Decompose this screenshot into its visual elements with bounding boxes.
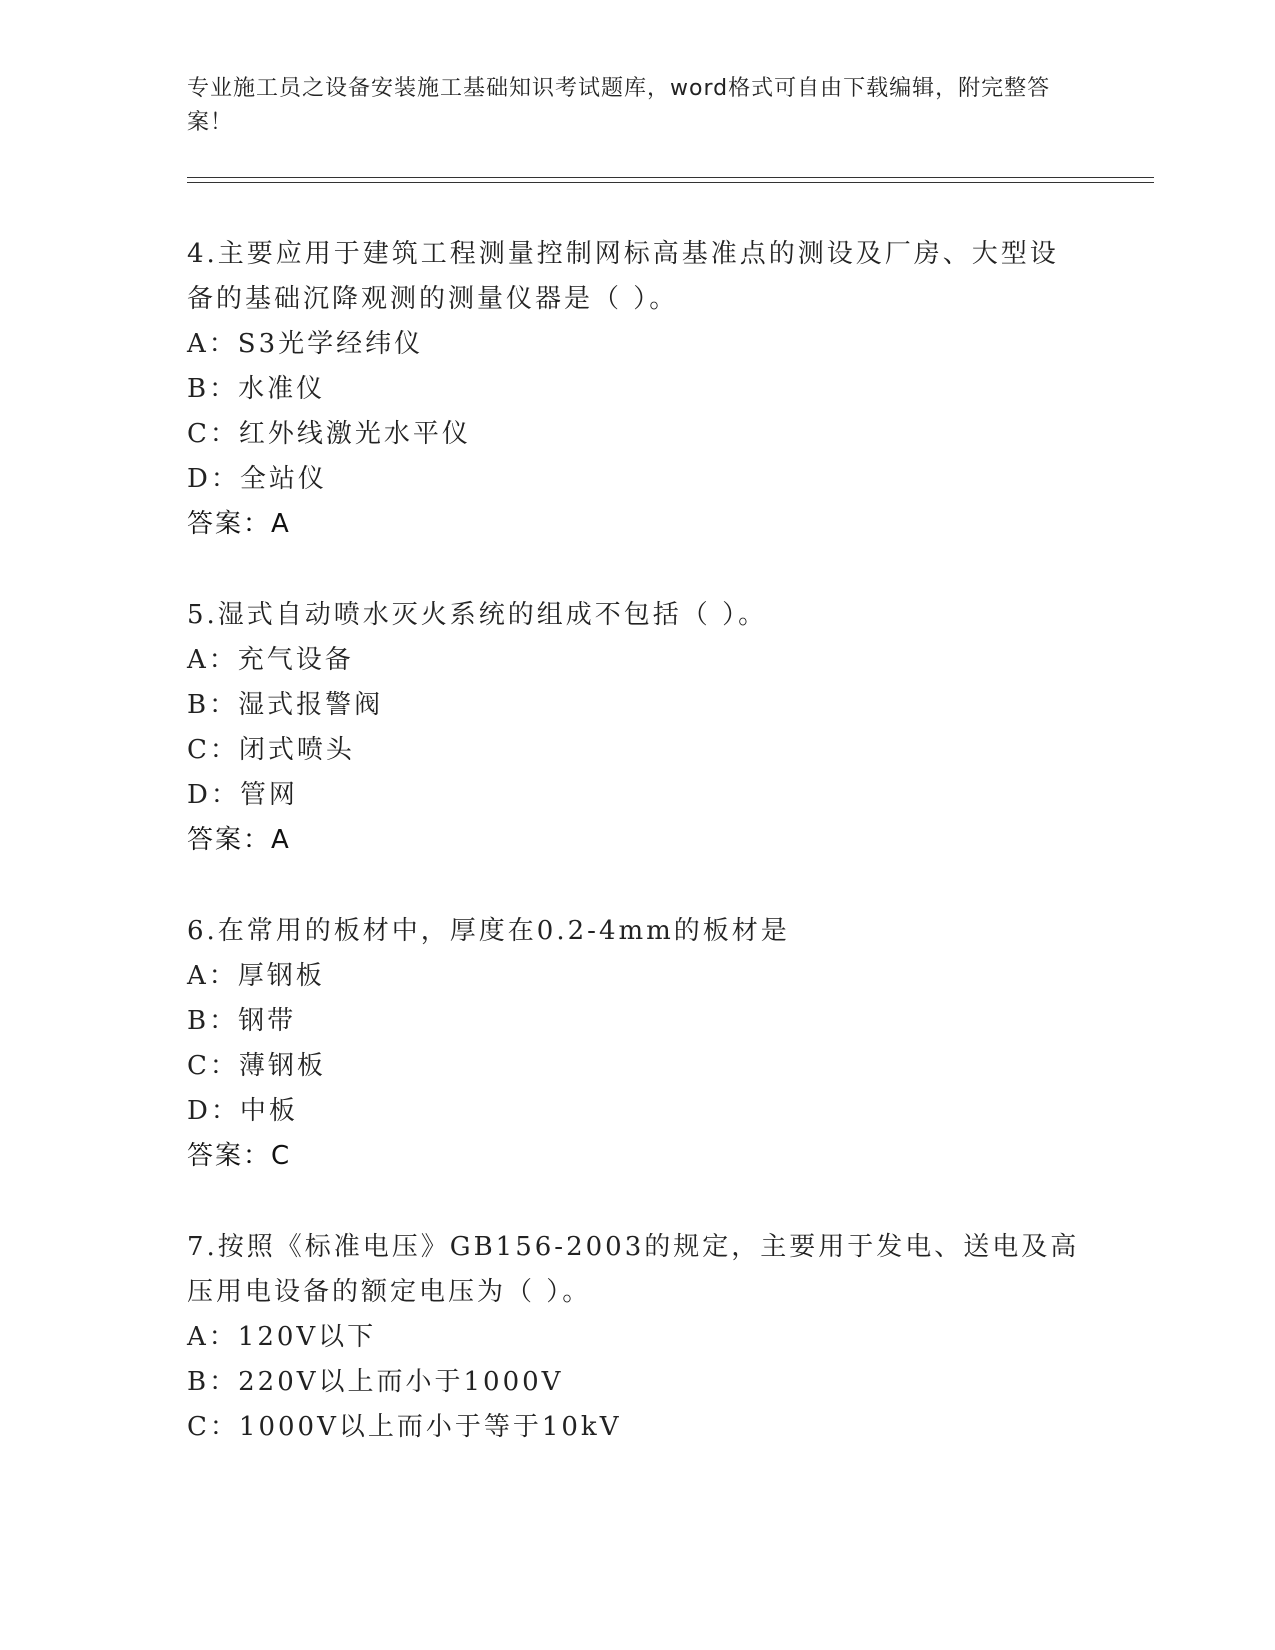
option-d — [187, 457, 1087, 502]
option-key: C： — [187, 735, 239, 765]
option-key: B： — [187, 1006, 239, 1036]
option-b — [187, 999, 1087, 1044]
option-key: D： — [187, 780, 240, 810]
header-divider-top — [187, 177, 1154, 178]
option-text: 全站仪 — [239, 464, 327, 494]
option-key: A： — [187, 1322, 238, 1352]
option-key: C： — [187, 419, 239, 449]
option-text: 红外线激光水平仪 — [238, 419, 471, 449]
option-a — [187, 954, 1087, 999]
option-b — [187, 367, 1087, 412]
option-key: D： — [187, 464, 240, 494]
header-divider-bottom — [187, 182, 1154, 183]
option-a — [187, 1315, 1087, 1360]
option-text: 120V以下 — [237, 1322, 377, 1352]
question-stem: 6.在常用的板材中，厚度在0.2-4mm的板材是 — [187, 916, 790, 946]
option-key: C： — [187, 1051, 239, 1081]
answer-line: 答案：A — [187, 509, 291, 539]
question-list — [187, 232, 1087, 1496]
option-text: 湿式报警阀 — [238, 690, 384, 720]
option-key: D： — [187, 1096, 240, 1126]
answer-line: 答案：A — [187, 825, 291, 855]
option-a — [187, 322, 1087, 367]
option-text: 管网 — [239, 780, 298, 810]
option-text: 中板 — [239, 1096, 298, 1126]
option-text: 厚钢板 — [237, 961, 325, 991]
option-d — [187, 773, 1087, 818]
option-text: 1000V以上而小于等于10kV — [238, 1412, 622, 1442]
option-text: 钢带 — [238, 1006, 297, 1036]
question-item — [187, 593, 1087, 863]
question-stem: 5.湿式自动喷水灭火系统的组成不包括（ ）。 — [187, 600, 768, 630]
option-b — [187, 683, 1087, 728]
option-text: 水准仪 — [238, 374, 326, 404]
question-stem: 7.按照《标准电压》GB156-2003的规定，主要用于发电、送电及高压用电设备的额定电压为（ ）。 — [187, 1232, 1080, 1307]
option-text: S3光学经纬仪 — [237, 329, 424, 359]
question-item — [187, 232, 1087, 547]
question-stem: 4.主要应用于建筑工程测量控制网标高基准点的测设及厂房、大型设备的基础沉降观测的测量仪器是（ ）。 — [187, 239, 1059, 314]
option-b — [187, 1360, 1087, 1405]
option-key: A： — [187, 961, 238, 991]
question-item — [187, 1225, 1087, 1450]
option-text: 220V以上而小于1000V — [238, 1367, 564, 1397]
document-header-title: 专业施工员之设备安装施工基础知识考试题库，word格式可自由下载编辑，附完整答案！ — [187, 76, 1051, 135]
option-text: 薄钢板 — [238, 1051, 326, 1081]
option-text: 充气设备 — [237, 645, 354, 675]
answer-line: 答案：C — [187, 1141, 292, 1171]
option-key: C： — [187, 1412, 239, 1442]
option-text: 闭式喷头 — [238, 735, 355, 765]
option-key: B： — [187, 690, 239, 720]
option-key: B： — [187, 1367, 239, 1397]
question-item — [187, 909, 1087, 1179]
option-c — [187, 1405, 1087, 1450]
option-c — [187, 1044, 1087, 1089]
option-a — [187, 638, 1087, 683]
option-d — [187, 1089, 1087, 1134]
option-c — [187, 412, 1087, 457]
option-key: A： — [187, 645, 238, 675]
option-c — [187, 728, 1087, 773]
option-key: A： — [187, 329, 238, 359]
option-key: B： — [187, 374, 239, 404]
